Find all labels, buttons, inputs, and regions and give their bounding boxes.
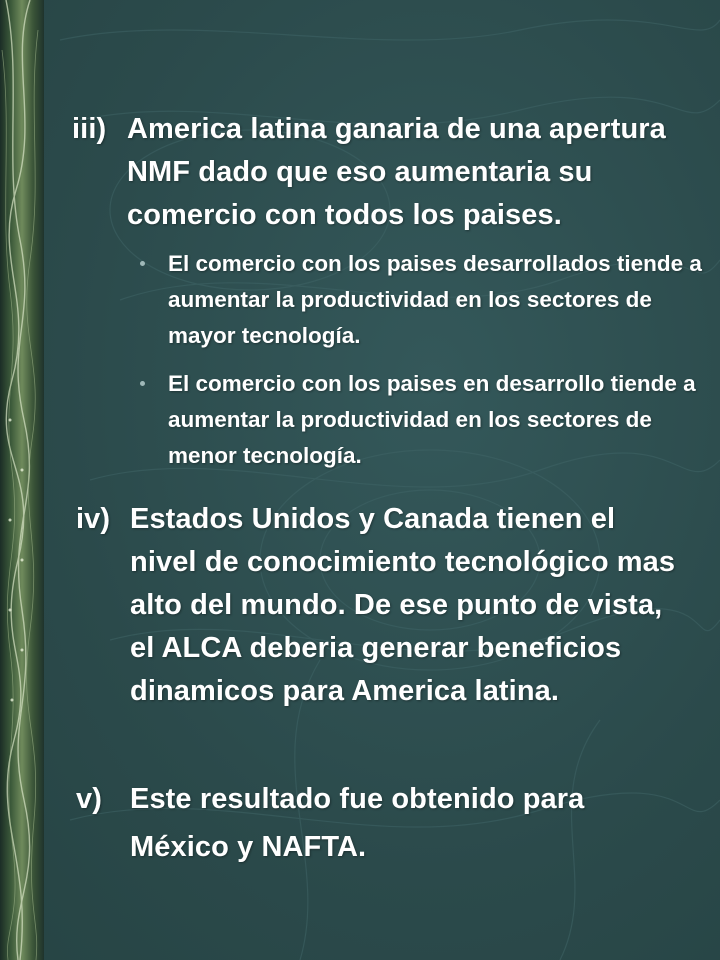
item-marker: iii) [72,113,107,145]
item-text: America latina ganaria de una apertura NMF dado que eso aumentaria su comercio con todos los paises. [127,113,666,231]
item-text: Este resultado fue obtenido para México y NAFTA. [130,783,585,863]
item-text: Estados Unidos y Canada tienen el nivel de conocimiento tecnológico mas alto del mundo. De ese punto de vista, el ALCA deberia generar beneficios dinamicos para America latina. [130,503,676,707]
map-texture-decoration [0,0,44,960]
list-item-iii [72,108,712,237]
sub-list-item [140,366,712,474]
sub-item-text: El comercio con los paises en desarrollo tiende a aumentar la productividad en los sectores de menor tecnología. [168,371,696,468]
bullet-icon [140,381,145,386]
bullet-icon [140,261,145,266]
sub-list-item [140,246,712,354]
sub-item-text: El comercio con los paises desarrollados tiende a aumentar la productividad en los sectores de mayor tecnología. [168,251,702,348]
list-item-v [76,775,676,871]
list-item-iv [76,498,676,713]
item-marker: v) [76,783,102,815]
item-marker: iv) [76,503,111,535]
